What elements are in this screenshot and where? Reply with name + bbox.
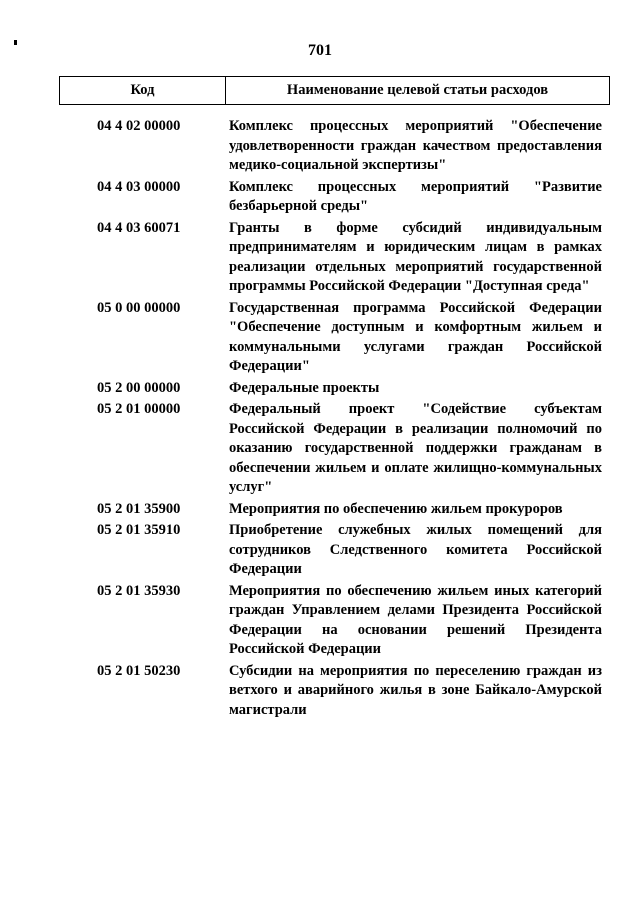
page-number: 701 — [308, 42, 332, 59]
row-name: Гранты в форме субсидий индивидуальным предпринимателям и юридическим лицам в рамках реализации отдельных мероприятий государственной программы Российской Федерации "Доступная среда" — [229, 219, 602, 294]
row-code: 05 2 01 35930 — [97, 582, 181, 599]
row-name: Федеральный проект "Содействие субъектам Российской Федерации в реализации полномочий по оказанию государственной поддержки гражданам в обеспечении жильем и оплате жилищно-коммунальных услуг" — [229, 401, 602, 495]
header-name: Наименование целевой статьи расходов — [286, 82, 549, 98]
table-body — [0, 117, 640, 722]
row-name: Государственная программа Российской Федерации "Обеспечение доступным и комфортным жильем и коммунальными услугами граждан Российской Федерации" — [229, 299, 602, 374]
row-code: 05 2 00 00000 — [97, 379, 181, 396]
table-row — [0, 178, 640, 217]
row-code: 05 2 01 35910 — [97, 522, 181, 538]
table-row — [0, 299, 640, 377]
row-code: 05 0 00 00000 — [97, 299, 181, 316]
row-code: 04 4 03 60071 — [97, 219, 181, 236]
row-name: Приобретение служебных жилых помещений для сотрудников Следственного комитета Российской Федерации — [229, 522, 602, 577]
table-row — [0, 500, 640, 520]
row-name: Комплекс процессных мероприятий "Обеспечение удовлетворенности граждан качеством предоставления медико-социальной экспертизы" — [229, 118, 602, 173]
table-row — [0, 117, 640, 176]
row-code: 04 4 02 00000 — [97, 118, 181, 134]
row-name: Мероприятия по обеспечению жильем прокуроров — [229, 500, 563, 517]
row-code: 05 2 01 50230 — [97, 662, 181, 679]
row-name: Комплекс процессных мероприятий "Развитие безбарьерной среды" — [229, 178, 602, 214]
table-row — [0, 400, 640, 498]
row-name: Федеральные проекты — [229, 379, 380, 396]
table-row — [0, 379, 640, 399]
row-code: 04 4 03 00000 — [97, 178, 181, 195]
table-header — [59, 76, 610, 105]
row-name: Субсидии на мероприятия по переселению граждан из ветхого и аварийного жилья в зоне Байкало-Амурской магистрали — [229, 662, 602, 718]
table-row — [0, 219, 640, 297]
table-row — [0, 582, 640, 660]
row-code: 05 2 01 00000 — [97, 401, 181, 417]
table-row — [0, 662, 640, 721]
row-name: Мероприятия по обеспечению жильем иных категорий граждан Управлением делами Президента Российской Федерации на основании решений Президента Российской Федерации — [229, 582, 602, 657]
header-code: Код — [60, 77, 226, 104]
table-row — [0, 521, 640, 580]
row-code: 05 2 01 35900 — [97, 500, 181, 517]
